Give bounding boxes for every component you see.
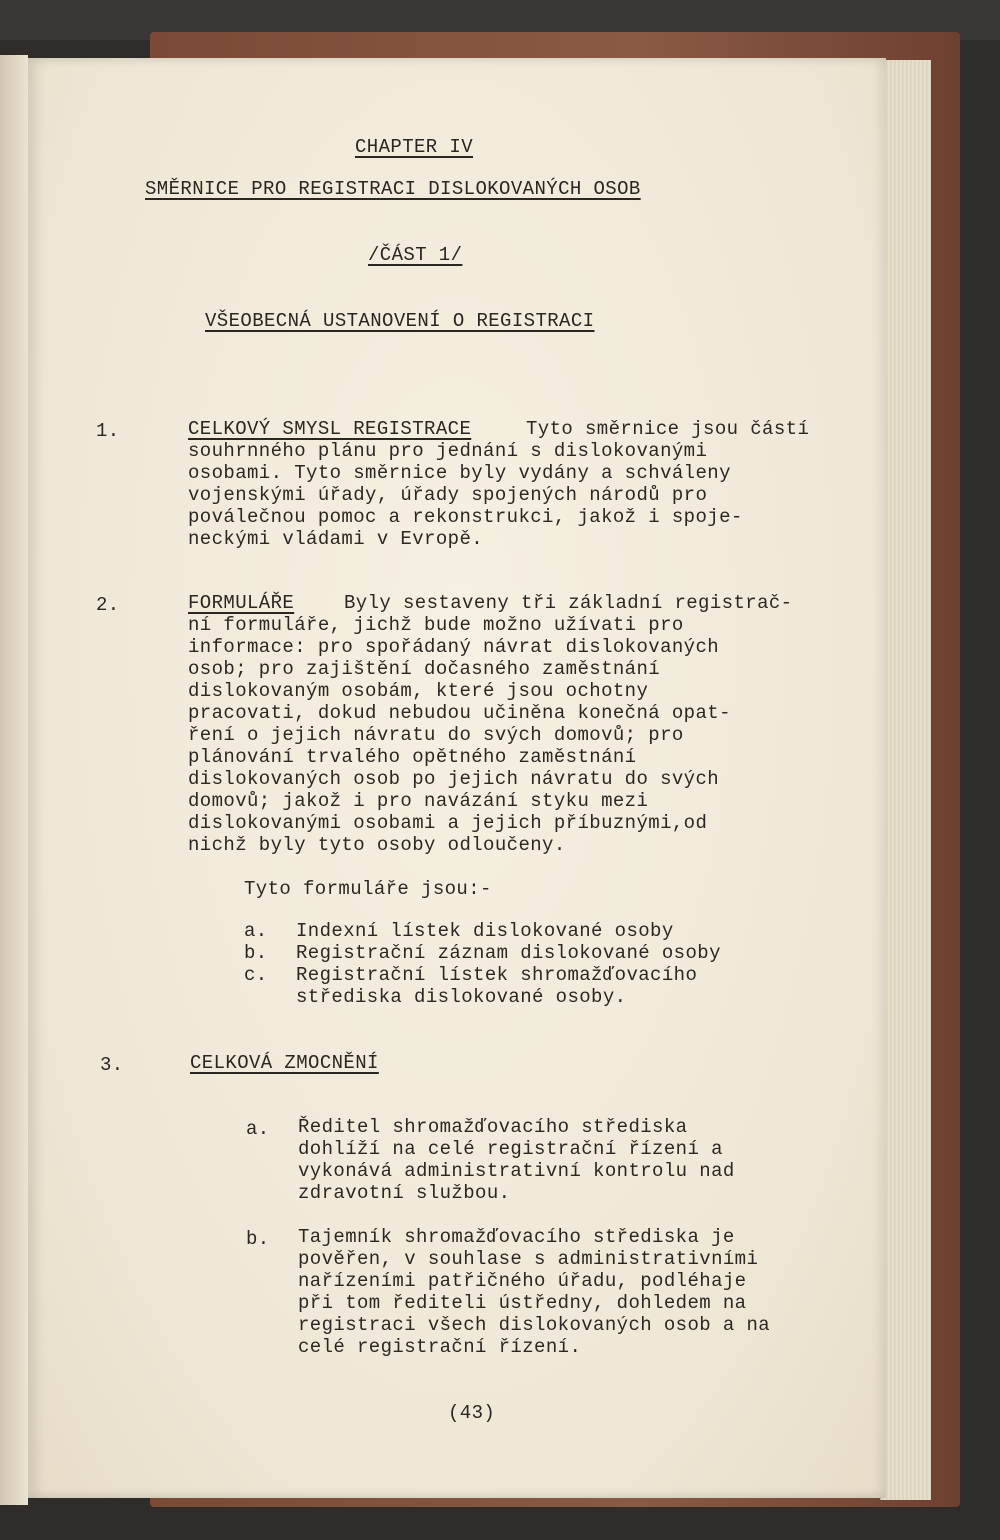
- list-item: zdravotní službou.: [298, 1182, 511, 1204]
- page-number: (43): [448, 1402, 496, 1424]
- section-2-line: dislokovanými osobami a jejich příbuznými,od: [188, 812, 708, 834]
- section-2-line: informace: pro spořádaný návrat dislokovaných: [188, 636, 720, 658]
- section-2-heading: FORMULÁŘE: [188, 592, 295, 614]
- list-label: b.: [246, 1228, 270, 1250]
- section-title: VŠEOBECNÁ USTANOVENÍ O REGISTRACI: [205, 310, 595, 332]
- document-title: SMĚRNICE PRO REGISTRACI DISLOKOVANÝCH OSOB: [145, 178, 641, 200]
- section-1-line: Tyto směrnice jsou částí: [526, 418, 810, 440]
- list-item: Tajemník shromažďovacího střediska je: [298, 1226, 735, 1248]
- section-2-line: pracovati, dokud nebudou učiněna konečná opat-: [188, 702, 731, 724]
- list-item: střediska dislokované osoby.: [296, 986, 627, 1008]
- list-item: dohlíží na celé registrační řízení a: [298, 1138, 723, 1160]
- list-item: Indexní lístek dislokované osoby: [296, 920, 674, 942]
- list-item: celé registrační řízení.: [298, 1336, 582, 1358]
- section-2-line: osob; pro zajištění dočasného zaměstnání: [188, 658, 661, 680]
- section-2-line: dislokovaným osobám, které jsou ochotny: [188, 680, 649, 702]
- list-item: Registrační záznam dislokované osoby: [296, 942, 721, 964]
- section-1-line: poválečnou pomoc a rekonstrukci, jakož i spoje-: [188, 506, 743, 528]
- section-2-line: dislokovaných osob po jejich návratu do svých: [188, 768, 720, 790]
- section-2-line: nichž byly tyto osoby odloučeny.: [188, 834, 566, 856]
- section-1-line: souhrnného plánu pro jednání s dislokovanými: [188, 440, 708, 462]
- section-2-number: 2.: [96, 594, 120, 616]
- list-label: a.: [244, 920, 268, 942]
- section-3-number: 3.: [100, 1054, 124, 1076]
- list-item: pověřen, v souhlase s administrativními: [298, 1248, 759, 1270]
- section-2-line: ření o jejich návratu do svých domovů; pro: [188, 724, 684, 746]
- list-item: vykonává administrativní kontrolu nad: [298, 1160, 735, 1182]
- section-1-line: vojenskými úřady, úřady spojených národů pro: [188, 484, 708, 506]
- chapter-label: CHAPTER IV: [355, 136, 474, 158]
- section-1-number: 1.: [96, 420, 120, 442]
- section-2-line: Byly sestaveny tři základní registrač-: [344, 592, 793, 614]
- section-1-line: osobami. Tyto směrnice byly vydány a schváleny: [188, 462, 731, 484]
- part-label: /ČÁST 1/: [368, 244, 463, 266]
- list-label: c.: [244, 964, 268, 986]
- book-page: [28, 58, 886, 1498]
- list-item: Registrační lístek shromažďovacího: [296, 964, 698, 986]
- page-edges: [880, 60, 931, 1500]
- section-2-line: plánování trvalého opětného zaměstnání: [188, 746, 637, 768]
- list-item: při tom řediteli ústředny, dohledem na: [298, 1292, 747, 1314]
- left-page-edge: [0, 55, 28, 1505]
- list-label: a.: [246, 1118, 270, 1140]
- section-2-line: ní formuláře, jichž bude možno užívati pro: [188, 614, 684, 636]
- list-item: registraci všech dislokovaných osob a na: [298, 1314, 771, 1336]
- section-2-line: domovů; jakož i pro navázání styku mezi: [188, 790, 649, 812]
- list-label: b.: [244, 942, 268, 964]
- section-3-heading: CELKOVÁ ZMOCNĚNÍ: [190, 1052, 379, 1074]
- section-1-line: neckými vládami v Evropě.: [188, 528, 484, 550]
- list-item: nařízeními patřičného úřadu, podléhaje: [298, 1270, 747, 1292]
- forms-intro: Tyto formuláře jsou:-: [244, 878, 492, 900]
- section-1-heading: CELKOVÝ SMYSL REGISTRACE: [188, 418, 472, 440]
- list-item: Ředitel shromažďovacího střediska: [298, 1116, 688, 1138]
